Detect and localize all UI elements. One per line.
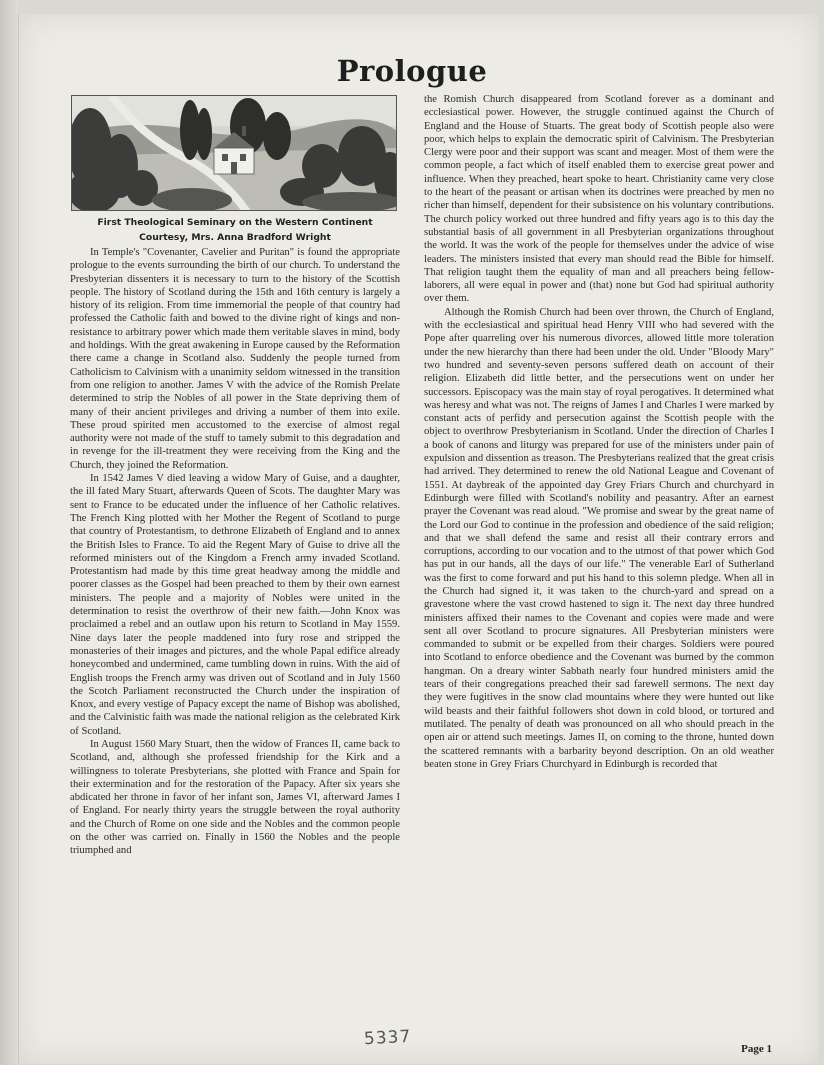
- seminary-engraving-image: [72, 96, 397, 211]
- paragraph: In Temple's "Covenanter, Cavelier and Puritan" is found the appropriate prologue to the events surrounding the birth of our church. To understand the Presbyterian dissenters it is necessary to turn to the history of the Scottish people. The history of Scotland during the 15th and 16th century is largely a history of its religion. From time immemorial the people of that country had professed the Catholic faith and bowed to the divine right of kings and non-resistance to arbitrary power which made them veritable slaves in mind, body and holdings. With the great awakening in Europe caused by the Reformation there came a change in Scotland also. Suddenly the people turned from Catholicism to Calvinism with a unanimity seldom witnessed in the transition from one religion to another. James V with the advice of the Romish Prelate determined to strip the Nobles of all power in the State depriving them of many of their ancient privileges and driving a number of them into exile. These proud spirited men accustomed to the exercise of almost regal authority were not made of the stuff to tamely submit to this degradation and in revenge for the ill-treatment they were receiving from the King and the Church, they joined the Reformation.: [70, 247, 400, 471]
- paragraph: the Romish Church disappeared from Scotland forever as a dominant and ecclesiastical power. However, the struggle continued against the Church of England and the House of Stuarts. The great body of Scottish people also were poor, which helps to explain the democratic spirit of Calvinism. The Presbyterian Clergy were poor and their support was scant and meager. Most of them were the common people, a fact which of itself enabled them to exercise great power and influence. When they preached, heart spoke to heart. Christianity came very close to the heart of the peasant or artisan when its doctrines were preached by men no richer than himself, dependent for their subsistence on his voluntary contributions. The church policy worked out three hundred and fifty years ago is to this day the substantial basis of all government in all Presbyterian organizations throughout the world. It was the work of the people for themselves under the advice of wise leaders. The ministers insisted that every man should read the Bible for himself. That religion taught them the equality of man and all preachers being fellow-laborers, all were equal in power and (that) none but God had spiritual authority over them.: [424, 94, 774, 305]
- handwritten-catalog-number: 5337: [363, 1026, 412, 1050]
- paragraph: In 1542 James V died leaving a widow Mary of Guise, and a daughter, the ill fated Mary Stuart, afterwards Queen of Scots. The daughter Mary was sent to France to be educated under the influence of her Catholic relatives. The French King plotted with her Mother the Regent of Scotland to purge that country of Protestantism, to dethrone Elizabeth of England and to annex the British Isles to France. To aid the Regent Mary of Guise to drive all the reformed ministers out of the Kingdom a French army invaded Scotland. Protestantism had made by this time great headway among the middle and poorer classes as the Gospel had been preached to them by their own earnest ministers. The people and a majority of Nobles were united in the determination to resist the overthrow of their new faith.—John Knox was proclaimed a rebel and an outlaw upon his return to Scotland in May 1559. Nine days later the people maddened into fury rose and stripped the monasteries of their images and pictures, and the whole Papal edifice already honeycombed and undermined, came tumbling down in ruins. With the aid of English troops the French army was driven out of Scotland and in July 1560 the Scotch Parliament reconstructed the Church under the inspiration of Knox, and every vestige of Papacy except the name of Bishop was abolished, and the Calvinistic faith was made the national religion as the celebrated Kirk of Scotland.: [70, 473, 400, 737]
- paragraph: In August 1560 Mary Stuart, then the widow of Frances II, came back to Scotland, and, although she professed friendship for the Kirk and a willingness to tolerate Presbyterians, she plotted with France and Spain for their extermination and for the restoration of the Papacy. After six years she abdicated her throne in favor of her infant son, James VI, afterward James I of England. For nearly thirty years the struggle between the royal authority and the Church of Rome on one side and the Nobles and the common people on the other was carried on. Finally in 1560 the Nobles and the people triumphed and: [70, 738, 400, 857]
- seminary-illustration: [71, 95, 397, 211]
- left-column: [70, 93, 400, 858]
- illustration-caption-credit: Courtesy, Mrs. Anna Bradford Wright: [139, 231, 331, 243]
- paragraph: Although the Romish Church had been over thrown, the Church of England, with the ecclesiastical and spiritual head Henry VIII who had severed with the Pope after quarreling over his numerous divorces, allowed little more toleration under the new hierarchy than there had been under the old. Under "Bloody Mary" two hundred and seventy-seven persons suffered death on account of their religion. Elizabeth did little better, and the persecutions went on under her successors. Episcopacy was the main stay of royal perogatives. It determined what was heresy and what was not. The reigns of James I and Charles I were marked by constant acts of perfidy and persecution against the Scottish people with the object to overthrow Presbyterianism in Scotland. Under the direction of Charles I a book of canons and liturgy was prepared for use of the ministers under pain of expulsion and dissention as treason. The Presbyterians realized that the great crisis had arrived. They determined to renew the old National League and Covenant of 1551. At daybreak of the appointed day Grey Friars Church and churchyard in Edinburgh were filled with Scotland's nobility and peasantry. After an earnest prayer the Covenant was read aloud. "We promise and swear by the great name of the Lord our God to continue in the profession and obedience of the said religion; and that we shall defend the same and resist all their contrary errors and corruptions, according to our vocation and to the utmost of that power which God has put in our hands, all the days of our life." The venerable Earl of Sutherland was the first to come forward and put his hand to this solemn pledge. When all in the Church had signed it, it was taken to the church-yard and spread on a gravestone where the vast crowd hastened to sign it. The next day three hundred ministers affixed their names to the Covenant and copies were made and were sent all over Scotland to procure signatures. All Presbyterian ministers were commanded to submit or be expelled from their charges. Soldiers were poured into Scotland to enforce obedience and the Covenant was burned by the common hangman. On a dreary winter Sabbath nearly four hundred ministers amid the tears of their congregations preached their sad farewell sermons. The next day they were fugitives in the snow clad mountains where they were hunted out like wild beasts and their faithful followers shot down in cold blood, or tortured and mutilated. The penalty of death was pronounced on all who should preach in the open air or attend such meetings. James II, on coming to the throne, hunted down the scattered remnants with a barbarity beyond description. On an old weather beaten stone in Grey Friars Churchyard in Edinburgh is recorded that: [424, 306, 774, 770]
- page-title: Prologue: [336, 54, 488, 88]
- page-binding-edge: [0, 0, 18, 1065]
- illustration-caption-title: First Theological Seminary on the Western Continent: [97, 217, 373, 228]
- page-number: Page 1: [741, 1043, 772, 1055]
- right-column: [424, 93, 774, 771]
